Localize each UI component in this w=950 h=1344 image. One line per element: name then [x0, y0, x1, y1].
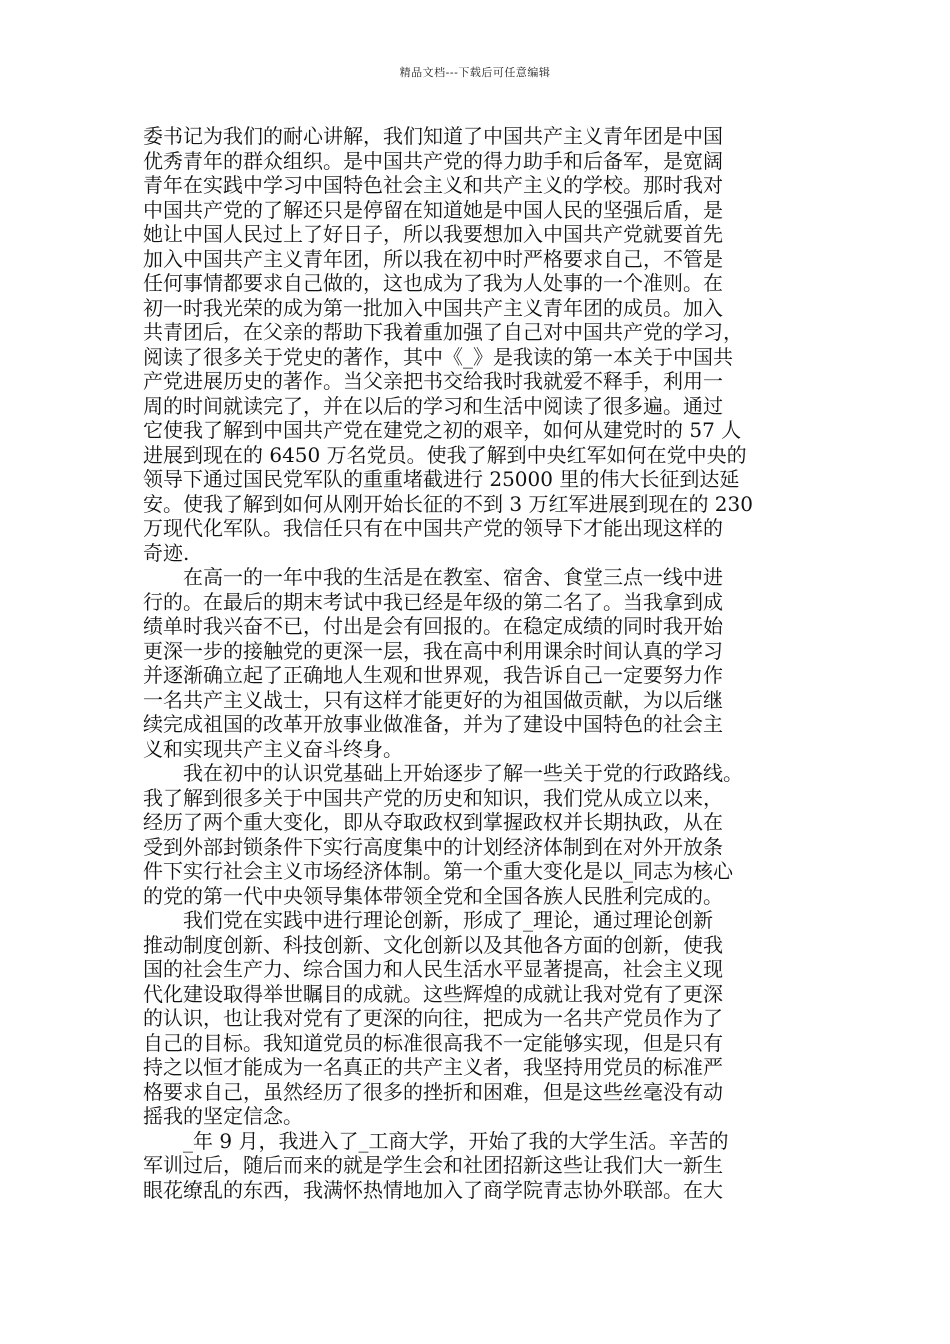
text-line: 优秀青年的群众组织。是中国共产党的得力助手和后备军，是宽阔 [143, 148, 723, 173]
text-line: 在高一的一年中我的生活是在教室、宿舍、食堂三点一线中进 [143, 565, 723, 589]
text-line: 安。使我了解到如何从刚开始长征的不到 3 万红军进展到现在的 230 [143, 491, 753, 516]
text-line: 军训过后，随后而来的就是学生会和社团招新这些让我们大一新生 [143, 1153, 723, 1177]
text-line: 国的社会生产力、综合国力和人民生活水平显著提高，社会主义现 [143, 957, 723, 981]
text-line: 产党进展历史的著作。当父亲把书交给我时我就爱不释手，利用一 [143, 369, 723, 393]
text-line: 眼花缭乱的东西，我满怀热情地加入了商学院青志协外联部。在大 [143, 1177, 723, 1202]
text-line: 行的。在最后的期末考试中我已经是年级的第二名了。当我拿到成 [143, 589, 723, 614]
text-line: 件下实行社会主义市场经济体制。第一个重大变化是以_同志为核心 [143, 859, 733, 883]
text-line: 持之以恒才能成为一名真正的共产主义者，我坚持用党员的标准严 [143, 1055, 723, 1079]
text-line: 更深一步的接触党的更深一层，我在高中利用课余时间认真的学习 [143, 638, 723, 663]
text-line: 的认识，也让我对党有了更深的向往，把成为一名共产党员作为了 [143, 1006, 723, 1030]
text-line: 阅读了很多关于党史的著作，其中《_》是我读的第一本关于中国共 [143, 344, 733, 369]
text-line: 经历了两个重大变化，即从夺取政权到掌握政权并长期执政，从在 [143, 810, 723, 834]
document-body [143, 124, 815, 1202]
text-line: 自己的目标。我知道党员的标准很高我不一定能够实现，但是只有 [143, 1030, 723, 1055]
text-line: 委书记为我们的耐心讲解，我们知道了中国共产主义青年团是中国 [143, 124, 723, 148]
text-line: 推动制度创新、科技创新、文化创新以及其他各方面的创新，使我 [143, 932, 723, 957]
text-line: 加入中国共产主义青年团，所以我在初中时严格要求自己，不管是 [143, 246, 723, 271]
text-line: 格要求自己，虽然经历了很多的挫折和困难，但是这些丝毫没有动 [143, 1079, 723, 1104]
text-line: 她让中国人民过上了好日子，所以我要想加入中国共产党就要首先 [143, 222, 723, 246]
text-line: 青年在实践中学习中国特色社会主义和共产主义的学校。那时我对 [143, 173, 723, 197]
text-line: 代化建设取得举世瞩目的成就。这些辉煌的成就让我对党有了更深 [143, 981, 723, 1006]
text-line: 绩单时我兴奋不已，付出是会有回报的。在稳定成绩的同时我开始 [143, 614, 723, 638]
text-line: 我们党在实践中进行理论创新，形成了_理论，通过理论创新 [143, 908, 713, 932]
page-header: 精品文档---下载后可任意编辑 [399, 66, 551, 79]
text-line: 它使我了解到中国共产党在建党之初的艰辛，如何从建党时的 57 人 [143, 418, 742, 442]
text-line: 中国共产党的了解还只是停留在知道她是中国人民的坚强后盾，是 [143, 197, 723, 222]
text-line: 进展到现在的 6450 万名党员。使我了解到中央红军如何在党中央的 [143, 442, 747, 467]
text-line: 并逐渐确立起了正确地人生观和世界观，我告诉自己一定要努力作 [143, 663, 723, 687]
text-line: 初一时我光荣的成为第一批加入中国共产主义青年团的成员。加入 [143, 295, 723, 320]
text-line: 一名共产主义战士，只有这样才能更好的为祖国做贡献，为以后继 [143, 687, 723, 712]
text-line: 我在初中的认识党基础上开始逐步了解一些关于党的行政路线。 [143, 761, 743, 785]
text-line: 万现代化军队。我信任只有在中国共产党的领导下才能出现这样的 [143, 516, 723, 540]
text-line: 领导下通过国民党军队的重重堵截进行 25000 里的伟大长征到达延 [143, 467, 740, 491]
text-line: 周的时间就读完了，并在以后的学习和生活中阅读了很多遍。通过 [143, 393, 723, 418]
text-line: 奇迹. [143, 540, 190, 565]
text-line: 任何事情都要求自己做的，这也成为了我为人处事的一个准则。在 [143, 271, 723, 295]
text-line: 义和实现共产主义奋斗终身。 [143, 736, 403, 761]
text-line: 我了解到很多关于中国共产党的历史和知识，我们党从成立以来， [143, 785, 723, 810]
text-line: 的党的第一代中央领导集体带领全党和全国各族人民胜利完成的。 [143, 883, 723, 908]
text-line: 共青团后，在父亲的帮助下我着重加强了自己对中国共产党的学习， [143, 320, 743, 344]
text-line: 受到外部封锁条件下实行高度集中的计划经济体制到在对外开放条 [143, 834, 723, 859]
text-line: 摇我的坚定信念。 [143, 1104, 303, 1128]
text-line: 续完成祖国的改革开放事业做准备，并为了建设中国特色的社会主 [143, 712, 723, 736]
text-line: _年 9 月，我进入了_工商大学，开始了我的大学生活。辛苦的 [143, 1128, 729, 1153]
